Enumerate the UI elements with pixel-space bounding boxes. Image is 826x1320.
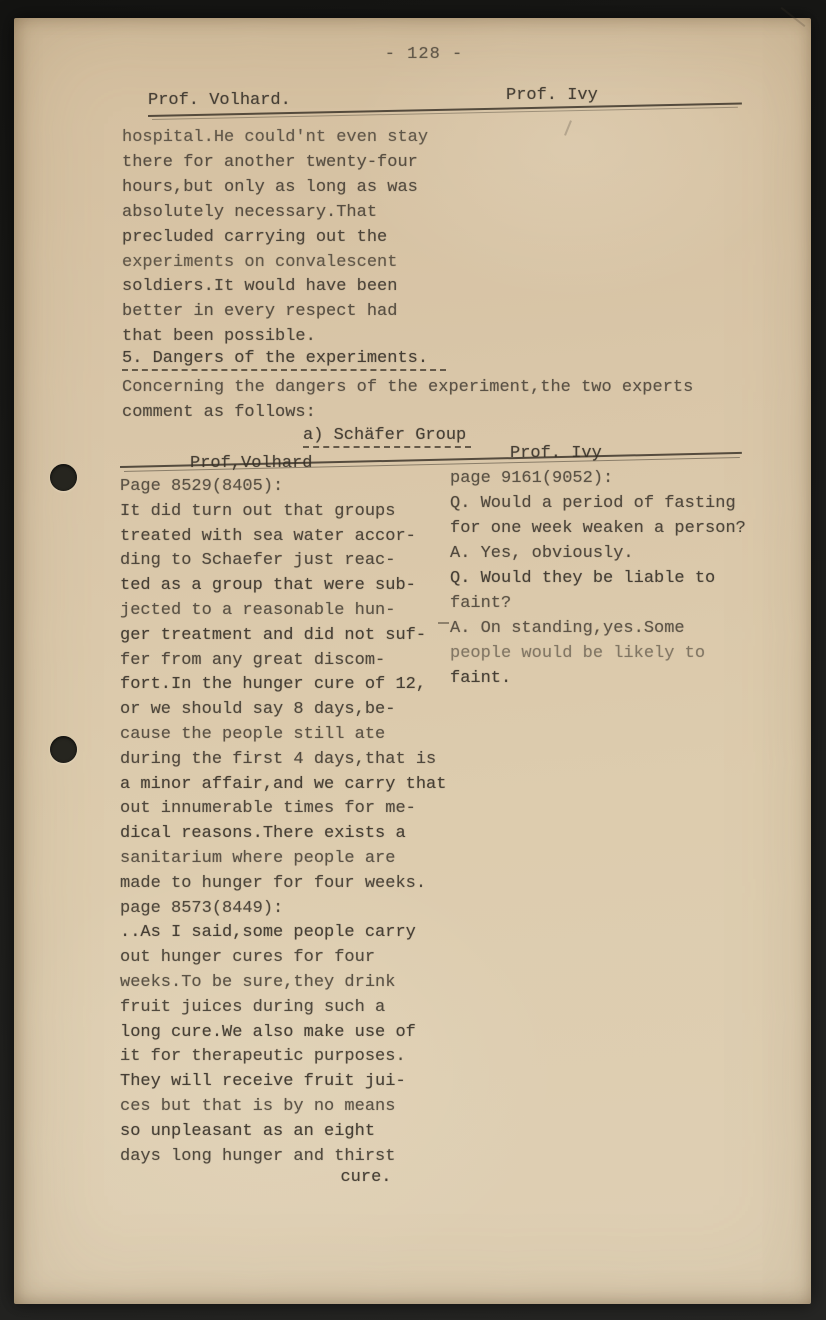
scratch-mark [564,120,572,136]
section-intro [122,375,693,426]
text-line: soldiers.It would have been [122,277,398,297]
text-line: better in every respect had [122,302,398,322]
text-line: experiments on convalescent [122,252,398,272]
text-line: made to hunger for four weeks. [120,873,427,893]
stray-dash-mark [438,622,449,624]
section-heading: 5. Dangers of the experiments. [122,349,446,371]
text-line: it for therapeutic purposes. [120,1047,406,1067]
text-line: jected to a reasonable hun- [120,600,396,620]
text-line: a minor affair,and we carry that [120,774,447,794]
text-line: long cure.We also make use of [120,1022,416,1042]
text-line: Concerning the dangers of the experiment,the two experts [122,378,694,397]
text-line: comment as follows: [122,403,316,423]
text-line: treated with sea water accor- [120,526,416,546]
text-line: ..As I said,some people carry [120,923,416,943]
text-line: or we should say 8 days,be- [120,700,396,720]
text-line: that been possible. [122,327,316,347]
text-line: hours,but only as long as was [122,177,418,197]
intro-paragraph [122,126,428,350]
text-line: faint. [450,669,512,688]
text-line: fruit juices during such a [120,997,386,1017]
column-header-volhard: Prof,Volhard [190,454,313,473]
text-line: dical reasons.There exists a [120,824,406,844]
text-line: Page 8529(8405): [120,477,284,496]
text-line: there for another twenty-four [122,152,418,172]
text-line: page 9161(9052): [450,469,614,488]
text-line: page 8573(8449): [120,898,284,918]
text-line: They will receive fruit jui- [120,1072,406,1092]
text-line: weeks.To be sure,they drink [120,972,396,992]
corner-scratch-mark [781,7,806,27]
header-prof-volhard: Prof. Volhard. [148,91,291,110]
text-line: precluded carrying out the [122,227,388,247]
punch-hole-bottom [50,736,77,763]
text-line: cause the people still ate [120,724,386,744]
text-line: A. On standing,yes.Some [450,619,685,638]
text-line: ted as a group that were sub- [120,576,416,596]
page-number: - 128 - [384,45,464,64]
text-line: so unpleasant as an eight [120,1121,376,1141]
header-prof-ivy: Prof. Ivy [506,86,598,105]
ivy-column [450,466,746,691]
column-header-ivy: Prof. Ivy [510,444,602,463]
volhard-column [120,475,446,1169]
text-line: out hunger cures for four [120,948,376,968]
text-line: ger treatment and did not suf- [120,625,427,645]
text-line: for one week weaken a person? [450,519,746,538]
text-line: Q. Would a period of fasting [450,494,736,513]
text-line: faint? [450,594,512,613]
text-line: people would be likely to [450,644,706,663]
text-line: fer from any great discom- [120,650,386,670]
volhard-column-last-line: cure. [340,1168,392,1187]
text-line: out innumerable times for me- [120,799,416,819]
text-line: A. Yes, obviously. [450,544,634,563]
text-line: Q. Would they be liable to [450,569,716,588]
text-line: hospital.He could'nt even stay [122,128,429,147]
scanned-document-page [14,18,811,1304]
text-line: absolutely necessary.That [122,202,378,222]
punch-hole-top [50,464,77,491]
text-line: It did turn out that groups [120,501,396,521]
text-line: ding to Schaefer just reac- [120,551,396,571]
group-heading: a) Schäfer Group [303,426,471,448]
text-line: fort.In the hunger cure of 12, [120,675,427,695]
text-line: during the first 4 days,that is [120,749,437,769]
text-line: days long hunger and thirst [120,1146,396,1166]
text-line: ces but that is by no means [120,1096,396,1116]
text-line: sanitarium where people are [120,848,396,868]
